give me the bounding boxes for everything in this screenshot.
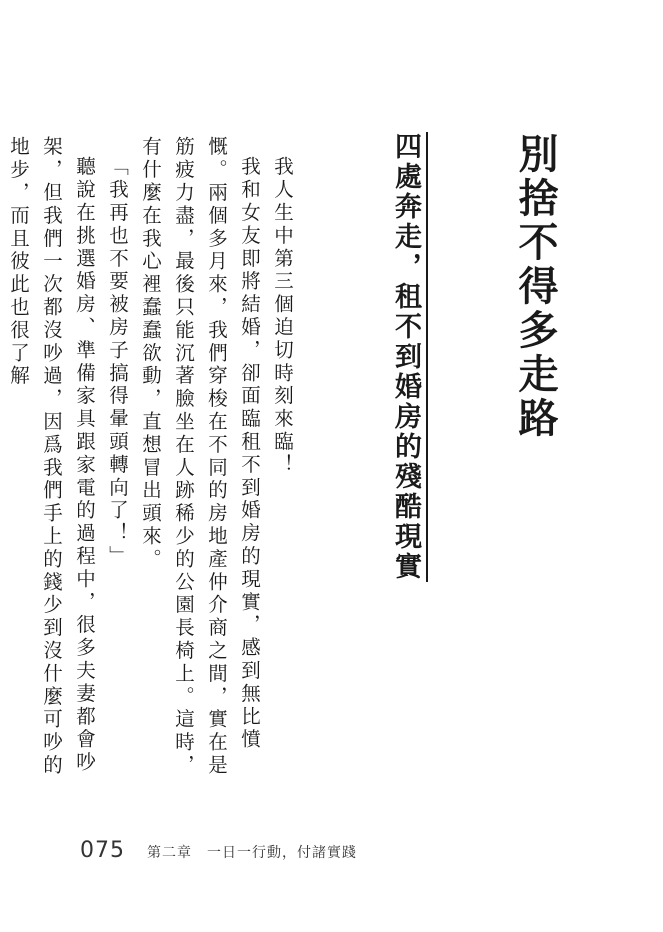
section-heading: 四處奔走，租不到婚房的殘酷現實	[388, 132, 428, 582]
page-footer	[80, 838, 357, 863]
page-number: 075	[80, 838, 125, 863]
paragraph: 我和女友即將結婚，卻面臨租不到婚房的現實，感到無比憤慨。兩個多月來，我們穿梭在不同的房地產仲介商之間，實在是筋疲力盡，最後只能沉著臉坐在人跡稀少的公園長椅上。這時，有什麼在我心裡蠢蠢欲動，直想冒出頭來。	[139, 136, 261, 778]
chapter-title: 別捨不得多走路	[512, 133, 559, 441]
paragraph: 聽說在挑選婚房、準備家具跟家電的過程中，很多夫妻都會吵架，但我們一次都沒吵過，因爲我們手上的錢少到沒什麼可吵的地步，而且彼此也很了解	[7, 136, 96, 778]
paragraph: 「我再也不要被房子搞得暈頭轉向了！」	[106, 155, 129, 568]
body-text	[2, 136, 299, 796]
paragraph: 我人生中第三個迫切時刻來臨！	[271, 155, 294, 477]
running-header: 第二章 一日一行動，付諸實踐	[147, 845, 357, 861]
